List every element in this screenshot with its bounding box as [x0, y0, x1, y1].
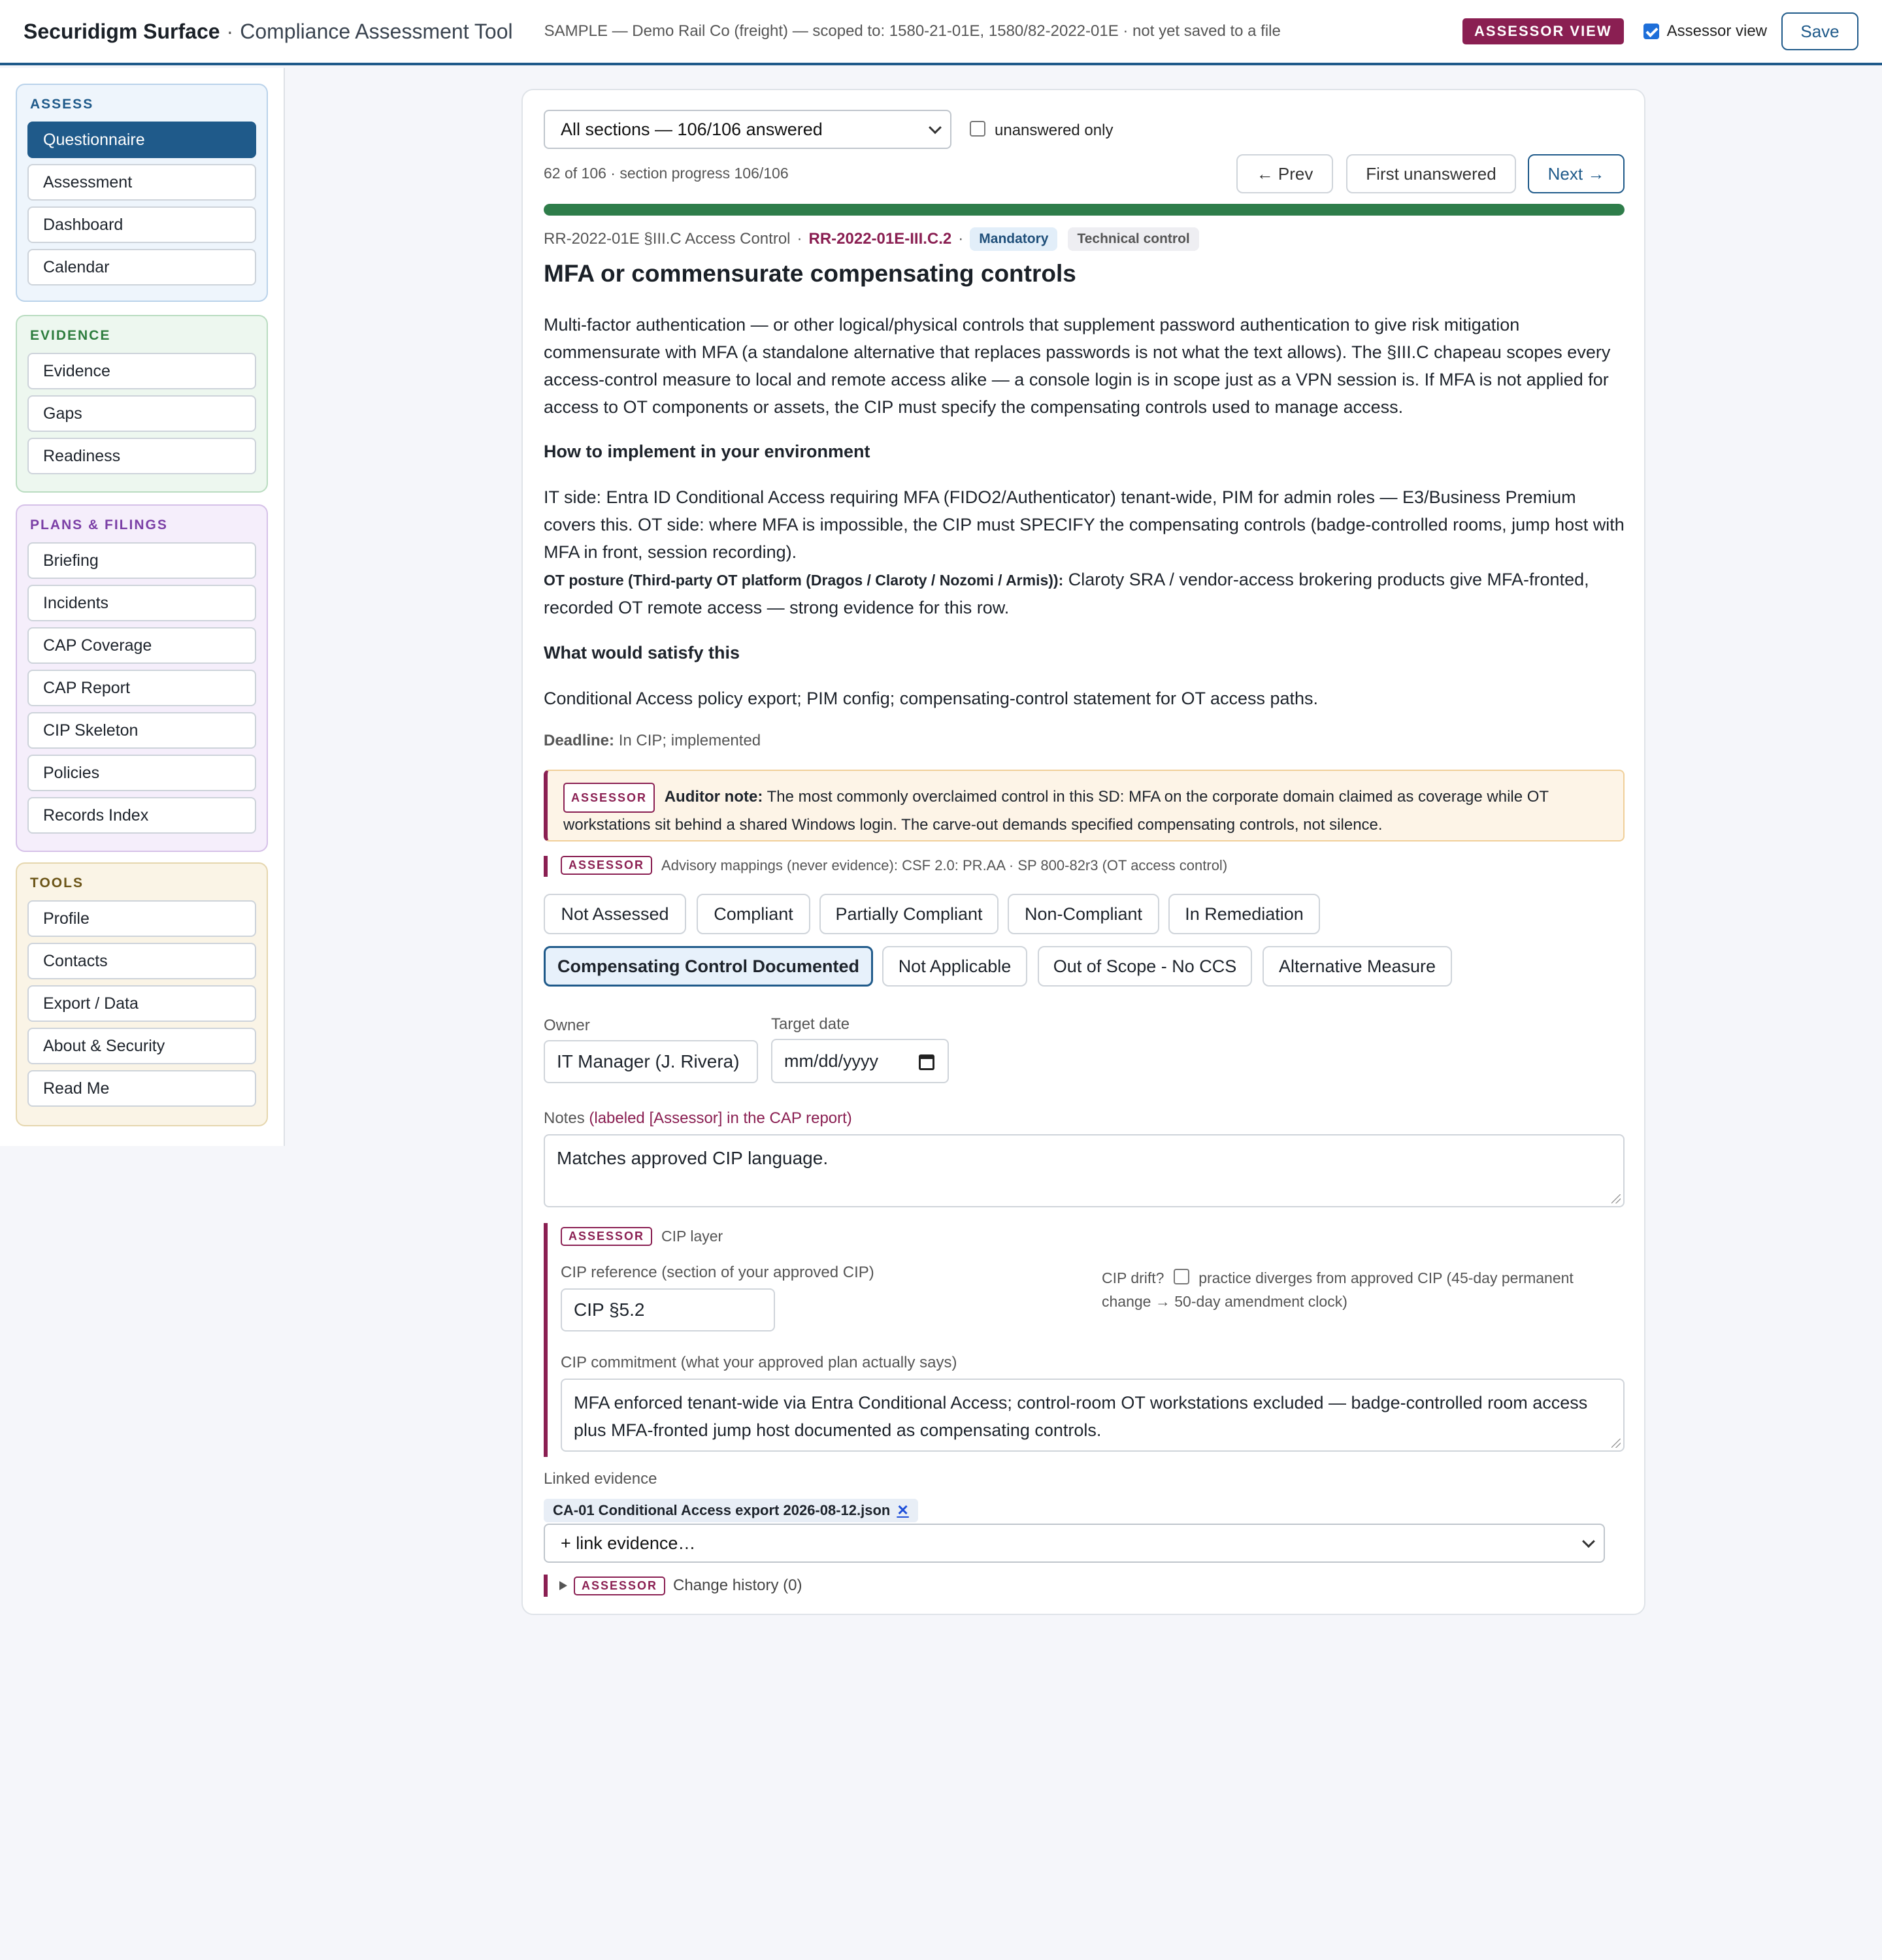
sidebar-item-calendar[interactable]: Calendar: [27, 249, 256, 286]
resize-handle[interactable]: [1611, 1439, 1621, 1448]
status-compensating-control-documented[interactable]: Compensating Control Documented: [544, 946, 873, 987]
nav-group-title: PLANS & FILINGS: [30, 517, 168, 532]
assessor-tag: ASSESSOR: [561, 856, 652, 875]
assessor-tag: ASSESSOR: [561, 1227, 652, 1246]
chevron-down-icon: [929, 121, 942, 134]
assessor-view-toggle[interactable]: [1643, 22, 1767, 41]
sidebar-item-records-index[interactable]: Records Index: [27, 797, 256, 834]
status-not-assessed[interactable]: Not Assessed: [544, 894, 686, 934]
notes-label-hint: (labeled [Assessor] in the CAP report): [589, 1109, 852, 1127]
sidebar-item-dashboard[interactable]: Dashboard: [27, 206, 256, 243]
owner-input[interactable]: IT Manager (J. Rivera): [544, 1040, 758, 1083]
advisory-mappings-text: Advisory mappings (never evidence): CSF 2.0: PR.AA · SP 800-82r3 (OT access control): [661, 857, 1228, 874]
tool-name: Compliance Assessment Tool: [240, 19, 513, 43]
satisfy-heading: What would satisfy this: [544, 643, 740, 662]
nav-group-evidence: [16, 315, 268, 493]
sidebar-item-cip-skeleton[interactable]: CIP Skeleton: [27, 712, 256, 749]
notes-textarea[interactable]: [544, 1134, 1625, 1207]
assessor-view-checkbox[interactable]: [1643, 24, 1659, 39]
how-to-implement-text: IT side: Entra ID Conditional Access requiring MFA (FIDO2/Authenticator) tenant-wide, PIM for admin roles — E3/Business Premium covers this. OT side: where MFA is impossible, the CIP must SPECIFY the compensating controls (badge-controlled rooms, jump host with MFA in front, session recording).: [544, 487, 1625, 562]
status-non-compliant[interactable]: Non-Compliant: [1008, 894, 1159, 934]
question-title: MFA or commensurate compensating controls: [544, 260, 1076, 287]
auditor-note: [544, 770, 1625, 841]
sample-scope-text: SAMPLE — Demo Rail Co (freight) — scoped to: 1580-21-01E, 1580/82-2022-01E · not yet saved to a file: [544, 22, 1281, 40]
change-history-label: Change history (0): [673, 1576, 802, 1594]
assessor-tag: ASSESSOR: [574, 1576, 665, 1595]
sidebar: [0, 68, 285, 1146]
next-button[interactable]: Next →: [1528, 154, 1625, 193]
save-button[interactable]: Save: [1781, 12, 1858, 50]
remove-evidence-icon[interactable]: ✕: [897, 1502, 909, 1518]
owner-label: Owner: [544, 1017, 590, 1034]
cip-commitment-value: MFA enforced tenant-wide via Entra Conditional Access; control-room OT workstations excluded — badge-controlled room access plus MFA-fronted jump host documented as compensating controls.: [574, 1393, 1588, 1440]
breadcrumb: [544, 227, 1199, 251]
satisfy-text: Conditional Access policy export; PIM config; compensating-control statement for OT access paths.: [544, 689, 1319, 708]
auditor-note-text: The most commonly overclaimed control in this SD: MFA on the corporate domain claimed as coverage while OT workstations sit behind a shared Windows login. The carve-out demands specified compensating controls, not silence.: [563, 788, 1549, 834]
sidebar-item-briefing[interactable]: Briefing: [27, 542, 256, 579]
top-bar: [0, 0, 1882, 65]
progress-bar-fill: [544, 204, 1625, 216]
status-out-of-scope[interactable]: Out of Scope - No CCS: [1038, 946, 1252, 987]
unanswered-only-checkbox[interactable]: [970, 121, 985, 137]
advisory-mappings: [561, 856, 1227, 875]
assessor-bar: [544, 1575, 548, 1597]
status-compliant[interactable]: Compliant: [697, 894, 810, 934]
ot-posture-value: Claroty SRA / vendor-access brokering products give MFA-fronted, recorded OT remote access — strong evidence for this row.: [544, 570, 1589, 617]
nav-group-title: EVIDENCE: [30, 328, 111, 343]
unanswered-only-toggle[interactable]: [970, 118, 1113, 140]
change-history-toggle[interactable]: [559, 1575, 802, 1597]
sidebar-item-incidents[interactable]: Incidents: [27, 585, 256, 621]
deadline-value: In CIP; implemented: [618, 732, 761, 749]
cip-drift-label: CIP drift?: [1102, 1269, 1164, 1286]
ot-posture-text: [544, 566, 1628, 621]
brand-name: Securidigm Surface: [24, 19, 220, 43]
sidebar-item-read-me[interactable]: Read Me: [27, 1070, 256, 1107]
cip-layer-header: [561, 1227, 723, 1246]
calendar-icon[interactable]: [919, 1054, 934, 1070]
status-partially-compliant[interactable]: Partially Compliant: [819, 894, 999, 934]
sidebar-item-profile[interactable]: Profile: [27, 900, 256, 937]
sidebar-item-assessment[interactable]: Assessment: [27, 164, 256, 201]
assessor-tag: ASSESSOR: [563, 783, 655, 813]
cip-reference-label: CIP reference (section of your approved CIP): [561, 1264, 874, 1281]
prev-button[interactable]: ← Prev: [1236, 154, 1333, 193]
unanswered-only-label: unanswered only: [995, 122, 1114, 139]
sidebar-item-gaps[interactable]: Gaps: [27, 395, 256, 432]
section-select[interactable]: [544, 110, 951, 149]
cip-layer-bar: [544, 1223, 548, 1457]
linked-evidence-chip: [544, 1499, 918, 1522]
breadcrumb-separator: ·: [797, 230, 802, 248]
notes-label-text: Notes: [544, 1109, 585, 1127]
sidebar-item-about-security[interactable]: About & Security: [27, 1028, 256, 1064]
assessor-view-label: Assessor view: [1666, 22, 1767, 40]
target-date-input[interactable]: [771, 1039, 949, 1083]
assessor-bar: [544, 856, 548, 877]
breadcrumb-section: RR-2022-01E §III.C Access Control: [544, 230, 791, 248]
sidebar-item-contacts[interactable]: Contacts: [27, 943, 256, 979]
nav-group-title: TOOLS: [30, 875, 84, 890]
breadcrumb-separator: ·: [958, 230, 964, 248]
auditor-note-label: Auditor note:: [664, 788, 763, 806]
nav-group-plans-filings: [16, 504, 268, 852]
ot-posture-label: OT posture (Third-party OT platform (Dragos / Claroty / Nozomi / Armis)):: [544, 572, 1064, 589]
brand-separator: ·: [226, 19, 234, 43]
notes-value: Matches approved CIP language.: [557, 1148, 829, 1168]
notes-label: [544, 1109, 852, 1128]
deadline-label: Deadline:: [544, 732, 615, 749]
how-to-implement-heading: How to implement in your environment: [544, 442, 870, 461]
question-description: Multi-factor authentication — or other logical/physical controls that supplement password authentication to give risk mitigation commensurate with MFA (a standalone alternative that replaces passwords is not what the text allows). The §III.C chapeau scopes every access-control measure to local and remote access alike — a console login is in scope just as a VPN session is. If MFA is not applied for access to OT components or assets, the CIP must specify the compensating controls used to manage access.: [544, 315, 1611, 417]
cip-reference-input[interactable]: CIP §5.2: [561, 1288, 775, 1331]
chevron-down-icon: [1582, 1535, 1595, 1548]
sidebar-item-evidence[interactable]: Evidence: [27, 353, 256, 389]
nav-group-title: ASSESS: [30, 97, 94, 112]
disclosure-triangle-icon[interactable]: [559, 1581, 567, 1590]
linked-evidence-label: Linked evidence: [544, 1470, 657, 1488]
technical-control-badge: Technical control: [1068, 227, 1198, 251]
cip-drift-text: practice diverges from approved CIP (45-day permanent change → 50-day amendment clock): [1102, 1269, 1574, 1310]
assessor-view-badge: ASSESSOR VIEW: [1462, 18, 1624, 44]
sidebar-item-policies[interactable]: Policies: [27, 755, 256, 791]
cip-drift: [1102, 1266, 1618, 1313]
status-not-applicable[interactable]: Not Applicable: [882, 946, 1027, 987]
sidebar-item-readiness[interactable]: Readiness: [27, 438, 256, 474]
cip-drift-checkbox[interactable]: [1174, 1269, 1189, 1284]
link-evidence-select-value: + link evidence…: [561, 1533, 696, 1553]
cip-commitment-textarea[interactable]: [561, 1379, 1625, 1452]
cip-layer-label: CIP layer: [661, 1228, 723, 1245]
section-select-value: All sections — 106/106 answered: [561, 119, 823, 139]
sidebar-item-export-data[interactable]: Export / Data: [27, 985, 256, 1022]
deadline: [544, 732, 761, 750]
sidebar-item-cap-report[interactable]: CAP Report: [27, 670, 256, 706]
cip-commitment-label: CIP commitment (what your approved plan actually says): [561, 1354, 957, 1371]
first-unanswered-button[interactable]: First unanswered: [1346, 154, 1516, 193]
question-card: [521, 89, 1645, 1615]
status-alternative-measure[interactable]: Alternative Measure: [1263, 946, 1452, 987]
progress-text: 62 of 106 · section progress 106/106: [544, 165, 789, 182]
app-title: [24, 20, 513, 44]
resize-handle[interactable]: [1611, 1194, 1621, 1203]
nav-group-assess: [16, 84, 268, 302]
requirement-id: RR-2022-01E-III.C.2: [808, 230, 952, 248]
sidebar-item-cap-coverage[interactable]: CAP Coverage: [27, 627, 256, 664]
target-date-placeholder: mm/dd/yyyy: [784, 1051, 879, 1071]
mandatory-badge: Mandatory: [970, 227, 1057, 251]
target-date-label: Target date: [771, 1015, 850, 1033]
sidebar-item-questionnaire[interactable]: Questionnaire: [27, 122, 256, 158]
nav-group-tools: [16, 862, 268, 1126]
progress-bar: [544, 204, 1625, 216]
linked-evidence-chip-label: CA-01 Conditional Access export 2026-08-12.json: [553, 1502, 891, 1518]
link-evidence-select[interactable]: [544, 1524, 1605, 1563]
status-in-remediation[interactable]: In Remediation: [1168, 894, 1320, 934]
